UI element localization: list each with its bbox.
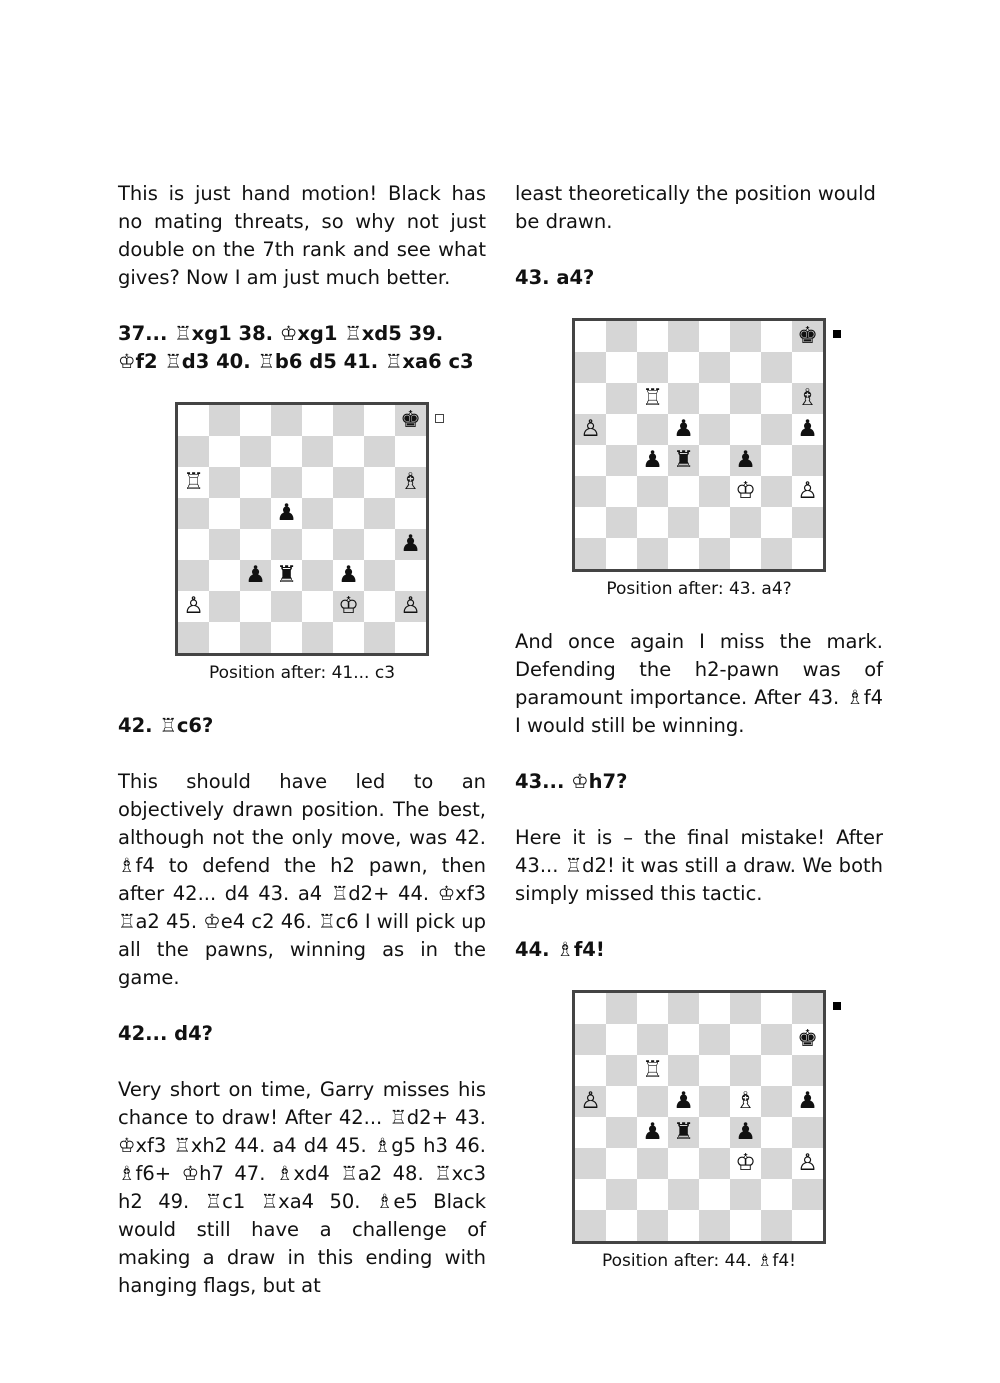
white-pawn-icon: ♙ <box>580 416 601 442</box>
square-e6 <box>699 383 730 414</box>
square-d2 <box>668 507 699 538</box>
square-c4 <box>240 529 271 560</box>
square-e7 <box>699 352 730 383</box>
square-e1 <box>699 538 730 569</box>
black-rook-icon: ♜ <box>276 562 297 588</box>
square-b6 <box>209 467 240 498</box>
square-f3 <box>730 476 761 507</box>
square-g5 <box>364 498 395 529</box>
square-a8 <box>575 321 606 352</box>
square-a7 <box>178 436 209 467</box>
square-c1 <box>240 622 271 653</box>
square-h8 <box>792 321 823 352</box>
square-e2 <box>699 507 730 538</box>
square-c3 <box>637 1148 668 1179</box>
square-d7 <box>668 1024 699 1055</box>
square-f7 <box>730 352 761 383</box>
square-b8 <box>606 993 637 1024</box>
white-bishop-icon: ♗ <box>400 469 421 495</box>
black-king-icon: ♚ <box>797 323 818 349</box>
square-b5 <box>606 414 637 445</box>
square-g8 <box>364 405 395 436</box>
square-e3 <box>699 476 730 507</box>
square-g7 <box>364 436 395 467</box>
square-b6 <box>606 383 637 414</box>
square-g1 <box>761 1210 792 1241</box>
move-line: 42. ♖c6? <box>118 714 214 737</box>
square-h7 <box>792 1024 823 1055</box>
square-a5 <box>575 414 606 445</box>
white-king-icon: ♔ <box>735 1150 756 1176</box>
square-g5 <box>761 414 792 445</box>
white-rook-icon: ♖ <box>642 1057 663 1083</box>
chess-board <box>572 318 826 572</box>
square-a6 <box>178 467 209 498</box>
square-b3 <box>606 1148 637 1179</box>
square-d7 <box>271 436 302 467</box>
square-b3 <box>209 560 240 591</box>
square-h8 <box>792 993 823 1024</box>
square-a6 <box>575 1055 606 1086</box>
square-b2 <box>209 591 240 622</box>
square-b7 <box>606 352 637 383</box>
square-g3 <box>364 560 395 591</box>
square-h2 <box>792 507 823 538</box>
square-g2 <box>761 1179 792 1210</box>
square-a1 <box>178 622 209 653</box>
square-e7 <box>302 436 333 467</box>
square-d2 <box>668 1179 699 1210</box>
square-h8 <box>395 405 426 436</box>
square-f2 <box>730 1179 761 1210</box>
square-c7 <box>637 1024 668 1055</box>
square-a2 <box>575 1179 606 1210</box>
square-h1 <box>792 1210 823 1241</box>
black-pawn-icon: ♟ <box>338 562 359 588</box>
square-h3 <box>395 560 426 591</box>
black-pawn-icon: ♟ <box>735 1119 756 1145</box>
black-pawn-icon: ♟ <box>673 1088 694 1114</box>
square-f7 <box>730 1024 761 1055</box>
move-line: 43... ♔h7? <box>515 770 628 793</box>
square-f5 <box>730 1086 761 1117</box>
square-a1 <box>575 1210 606 1241</box>
square-e6 <box>699 1055 730 1086</box>
chess-diagram <box>572 318 826 572</box>
square-c8 <box>637 993 668 1024</box>
square-g1 <box>761 538 792 569</box>
square-h5 <box>792 1086 823 1117</box>
square-a7 <box>575 1024 606 1055</box>
side-to-move-indicator <box>833 330 841 338</box>
square-f4 <box>730 445 761 476</box>
square-b1 <box>209 622 240 653</box>
square-g7 <box>761 1024 792 1055</box>
diagram-caption: Position after: 41... c3 <box>208 663 396 683</box>
square-d6 <box>668 383 699 414</box>
square-d1 <box>271 622 302 653</box>
black-rook-icon: ♜ <box>673 1119 694 1145</box>
square-h6 <box>395 467 426 498</box>
square-d4 <box>668 445 699 476</box>
black-pawn-icon: ♟ <box>276 500 297 526</box>
square-d4 <box>271 529 302 560</box>
square-c5 <box>637 414 668 445</box>
square-a3 <box>178 560 209 591</box>
square-c7 <box>637 352 668 383</box>
square-c5 <box>240 498 271 529</box>
square-e3 <box>699 1148 730 1179</box>
square-d8 <box>668 321 699 352</box>
diagram-caption: Position after: 44. ♗f4! <box>602 1251 796 1271</box>
square-g6 <box>761 1055 792 1086</box>
square-g6 <box>761 383 792 414</box>
square-f1 <box>730 538 761 569</box>
square-d4 <box>668 1117 699 1148</box>
square-g4 <box>761 445 792 476</box>
square-b4 <box>606 445 637 476</box>
square-c4 <box>637 1117 668 1148</box>
right-column <box>515 180 883 1300</box>
square-h4 <box>792 445 823 476</box>
side-to-move-indicator <box>435 414 444 423</box>
square-a5 <box>178 498 209 529</box>
square-c4 <box>637 445 668 476</box>
square-b7 <box>606 1024 637 1055</box>
black-pawn-icon: ♟ <box>642 1119 663 1145</box>
black-pawn-icon: ♟ <box>797 1088 818 1114</box>
square-e1 <box>699 1210 730 1241</box>
square-d3 <box>271 560 302 591</box>
square-c8 <box>637 321 668 352</box>
square-e2 <box>302 591 333 622</box>
square-b8 <box>209 405 240 436</box>
square-b3 <box>606 476 637 507</box>
square-e2 <box>699 1179 730 1210</box>
square-b4 <box>606 1117 637 1148</box>
square-a8 <box>178 405 209 436</box>
black-pawn-icon: ♟ <box>642 447 663 473</box>
square-e4 <box>302 529 333 560</box>
square-c1 <box>637 538 668 569</box>
square-g2 <box>364 591 395 622</box>
square-b4 <box>209 529 240 560</box>
square-a8 <box>575 993 606 1024</box>
white-bishop-icon: ♗ <box>797 385 818 411</box>
white-pawn-icon: ♙ <box>580 1088 601 1114</box>
square-f3 <box>730 1148 761 1179</box>
white-rook-icon: ♖ <box>183 469 204 495</box>
white-bishop-icon: ♗ <box>735 1088 756 1114</box>
square-d1 <box>668 1210 699 1241</box>
square-d8 <box>668 993 699 1024</box>
square-h1 <box>792 538 823 569</box>
chess-board <box>175 402 429 656</box>
square-f5 <box>333 498 364 529</box>
square-e5 <box>699 1086 730 1117</box>
square-c3 <box>240 560 271 591</box>
square-c6 <box>240 467 271 498</box>
square-d8 <box>271 405 302 436</box>
move-line: 42... d4? <box>118 1022 213 1045</box>
square-d6 <box>271 467 302 498</box>
square-e8 <box>699 321 730 352</box>
commentary-paragraph: least theoretically the position would be drawn. <box>515 182 876 233</box>
square-c2 <box>637 507 668 538</box>
square-c6 <box>637 383 668 414</box>
square-g6 <box>364 467 395 498</box>
side-to-move-indicator <box>833 1002 841 1010</box>
square-b1 <box>606 1210 637 1241</box>
white-pawn-icon: ♙ <box>797 478 818 504</box>
square-c2 <box>240 591 271 622</box>
square-b1 <box>606 538 637 569</box>
white-king-icon: ♔ <box>338 593 359 619</box>
square-g4 <box>364 529 395 560</box>
square-e8 <box>302 405 333 436</box>
commentary-paragraph: This should have led to an objectively drawn position. The best, although not the only move, was 42. ♗f4 to defend the h2 pawn, then after 42... d4 43. a4 ♖d2+ 44. ♔xf3 ♖a2 45. ♔e4 c2 46. ♖c6 I will pick up all the pawns, winning as in the game. <box>118 770 486 989</box>
square-f1 <box>730 1210 761 1241</box>
move-line: 37... ♖xg1 38. ♔xg1 ♖xd5 39. ♔f2 ♖d3 40. ♖b6 d5 41. ♖xa6 c3 <box>118 322 474 373</box>
square-c2 <box>637 1179 668 1210</box>
left-column <box>118 180 486 1328</box>
diagram-figure <box>515 990 883 1272</box>
square-c1 <box>637 1210 668 1241</box>
square-c7 <box>240 436 271 467</box>
square-b6 <box>606 1055 637 1086</box>
square-c8 <box>240 405 271 436</box>
commentary-paragraph: This is just hand motion! Black has no mating threats, so why not just double on the 7th rank and see what gives? Now I am just much better. <box>118 182 486 289</box>
square-c3 <box>637 476 668 507</box>
square-f2 <box>333 591 364 622</box>
square-e6 <box>302 467 333 498</box>
black-pawn-icon: ♟ <box>797 416 818 442</box>
square-b5 <box>209 498 240 529</box>
diagram-caption: Position after: 43. a4? <box>606 579 792 599</box>
square-f8 <box>730 321 761 352</box>
square-b5 <box>606 1086 637 1117</box>
square-d3 <box>668 1148 699 1179</box>
square-a6 <box>575 383 606 414</box>
square-g2 <box>761 507 792 538</box>
black-pawn-icon: ♟ <box>673 416 694 442</box>
square-h2 <box>395 591 426 622</box>
square-f4 <box>730 1117 761 1148</box>
chess-diagram <box>572 990 826 1244</box>
square-d5 <box>668 1086 699 1117</box>
square-d6 <box>668 1055 699 1086</box>
square-h6 <box>792 383 823 414</box>
square-g7 <box>761 352 792 383</box>
square-f6 <box>730 1055 761 1086</box>
square-h5 <box>792 414 823 445</box>
square-f5 <box>730 414 761 445</box>
square-b2 <box>606 507 637 538</box>
square-a5 <box>575 1086 606 1117</box>
square-h7 <box>395 436 426 467</box>
square-h4 <box>792 1117 823 1148</box>
square-d5 <box>271 498 302 529</box>
black-pawn-icon: ♟ <box>245 562 266 588</box>
square-g4 <box>761 1117 792 1148</box>
square-h7 <box>792 352 823 383</box>
square-f2 <box>730 507 761 538</box>
square-c6 <box>637 1055 668 1086</box>
square-e3 <box>302 560 333 591</box>
square-e7 <box>699 1024 730 1055</box>
commentary-paragraph: Very short on time, Garry misses his chance to draw! After 42... ♖d2+ 43. ♔xf3 ♖xh2 44. a4 d4 45. ♗g5 h3 46. ♗f6+ ♔h7 47. ♗xd4 ♖a2 48. ♖xc3 h2 49. ♖c1 ♖xa4 50. ♗e5 Black would still have a challenge of making a draw in this ending with hanging flags, but at <box>118 1078 486 1297</box>
square-f4 <box>333 529 364 560</box>
square-f6 <box>333 467 364 498</box>
square-g5 <box>761 1086 792 1117</box>
square-a7 <box>575 352 606 383</box>
square-h3 <box>792 476 823 507</box>
square-b2 <box>606 1179 637 1210</box>
square-g3 <box>761 1148 792 1179</box>
square-e5 <box>699 414 730 445</box>
square-d3 <box>668 476 699 507</box>
white-pawn-icon: ♙ <box>183 593 204 619</box>
chess-diagram <box>175 402 429 656</box>
square-d7 <box>668 352 699 383</box>
white-rook-icon: ♖ <box>642 385 663 411</box>
square-h1 <box>395 622 426 653</box>
square-a4 <box>575 1117 606 1148</box>
square-a3 <box>575 476 606 507</box>
square-e4 <box>699 1117 730 1148</box>
white-king-icon: ♔ <box>735 478 756 504</box>
black-king-icon: ♚ <box>400 407 421 433</box>
square-f1 <box>333 622 364 653</box>
square-b8 <box>606 321 637 352</box>
square-h5 <box>395 498 426 529</box>
square-g3 <box>761 476 792 507</box>
square-g8 <box>761 993 792 1024</box>
square-f7 <box>333 436 364 467</box>
move-line: 44. ♗f4! <box>515 938 605 961</box>
black-pawn-icon: ♟ <box>400 531 421 557</box>
diagram-figure <box>118 402 486 684</box>
square-b7 <box>209 436 240 467</box>
square-e8 <box>699 993 730 1024</box>
square-c5 <box>637 1086 668 1117</box>
square-a1 <box>575 538 606 569</box>
square-e4 <box>699 445 730 476</box>
move-line: 43. a4? <box>515 266 595 289</box>
square-a4 <box>178 529 209 560</box>
square-h3 <box>792 1148 823 1179</box>
square-d2 <box>271 591 302 622</box>
square-g8 <box>761 321 792 352</box>
black-king-icon: ♚ <box>797 1026 818 1052</box>
square-a2 <box>575 507 606 538</box>
square-a2 <box>178 591 209 622</box>
white-pawn-icon: ♙ <box>797 1150 818 1176</box>
square-f8 <box>730 993 761 1024</box>
square-a4 <box>575 445 606 476</box>
square-h6 <box>792 1055 823 1086</box>
diagram-figure <box>515 318 883 600</box>
commentary-paragraph: Here it is – the final mistake! After 43... ♖d2! it was still a draw. We both simply missed this tactic. <box>515 826 883 905</box>
black-rook-icon: ♜ <box>673 447 694 473</box>
square-h4 <box>395 529 426 560</box>
square-g1 <box>364 622 395 653</box>
square-h2 <box>792 1179 823 1210</box>
square-f8 <box>333 405 364 436</box>
chess-board <box>572 990 826 1244</box>
square-a3 <box>575 1148 606 1179</box>
square-e1 <box>302 622 333 653</box>
square-e5 <box>302 498 333 529</box>
square-d5 <box>668 414 699 445</box>
white-pawn-icon: ♙ <box>400 593 421 619</box>
commentary-paragraph: And once again I miss the mark. Defending the h2-pawn was of paramount importance. After 43. ♗f4 I would still be winning. <box>515 630 883 737</box>
square-f3 <box>333 560 364 591</box>
black-pawn-icon: ♟ <box>735 447 756 473</box>
square-d1 <box>668 538 699 569</box>
square-f6 <box>730 383 761 414</box>
